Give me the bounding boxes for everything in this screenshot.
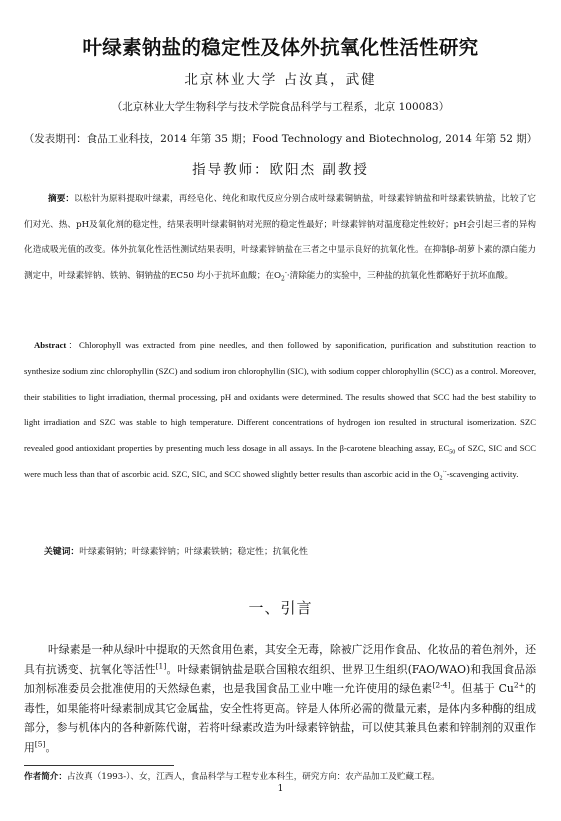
intro-text: 。 [45,740,57,754]
advisor: 指导教师：欧阳杰 副教授 [192,162,369,178]
intro-text: 。叶绿素铜钠盐是联合国粮农组织、世界卫生组织(FAO/WAO)和我国食品添加剂标准委员会批准使用的天然绿色素，也是我国食品工业中唯一允许使用的绿色素 [24,662,536,696]
abstract-en-sub-o2: 2 [439,475,443,482]
keywords-text: 叶绿素铜钠；叶绿素锌钠；叶绿素铁钠；稳定性；抗氧化性 [79,547,308,557]
intro-text: 的毒性，如果能将叶绿素制成其它金属盐，安全性将更高。锌是人体所必需的微量元素，是体内多种酶的组成部分，参与机体内的各种新陈代谢，若将叶绿素改造为叶绿素锌钠盐，可以使其兼具色素和锌制剂的双重作用 [24,682,536,754]
abstract-en-text-3: -scavenging activity. [446,468,519,479]
abstract-en-sup-o2: ·- [442,469,447,476]
abstract-en-label: Abstract [34,340,67,350]
authors: 北京林业大学 占汝真，武健 [184,72,377,88]
citation-ref: [1] [155,661,167,670]
abstract-cn-label: 摘要： [48,194,75,204]
paper-title: 叶绿素钠盐的稳定性及体外抗氧化性活性研究 [82,36,479,59]
abstract-cn-text: 以松针为原料提取叶绿素，再经皂化、纯化和取代反应分别合成叶绿素铜钠盐，叶绿素锌钠盐和叶绿素铁钠盐，比较了它们对光、热、pH及氧化剂的稳定性，结果表明叶绿素铜钠对光照的稳定性最好；叶绿素锌钠对温度稳定性较好；pH会引起三者的异构化造成吸光值的改变。体外抗氧化性活性测试结果表明，叶绿素锌钠盐在三者之中显示良好的抗氧化性。在抑制β-胡萝卜素的漂白能力测定中，叶绿素锌钠、铁钠、铜钠盐的EC50 均小于抗坏血酸；在O [24,194,536,281]
citation-ref: [2-4] [432,680,451,690]
section-heading: 一、引言 [248,599,313,617]
abstract-english [24,333,536,488]
author-footnote [24,770,440,782]
abstract-cn-sub: 2 [281,275,285,283]
citation-ref: [5] [34,739,46,749]
intro-paragraph [24,640,536,758]
footnote-text: 占汝真（1993-）、女，江西人，食品科学与工程专业本科生，研究方向：农产品加工及贮藏工程。 [66,772,440,782]
keywords [44,544,308,557]
abstract-chinese [24,187,536,289]
abstract-cn-text-end: ·清除能力的实验中，三种盐的抗氧化性都略好于抗坏血酸。 [286,270,514,281]
page-number: 1 [277,784,284,794]
abstract-en-text: ：Chlorophyll was extracted from pine needles, and then followed by saponification, purification and substitution reaction to synthesize sodium zinc chlorophyllin (SZC) and sodium iron chlorophyllin (SIC), with sodium copper chlorophyllin (SCC) as a control. Moreover, their stabilities to light irradiation, thermal processing, pH and oxidants were determined. The results showed that SCC had the best stability to light irradiation and SZC was stable to high temperature. Different concentrations of hydrogen ion resulted in structural isomerization. SZC revealed good antioxidant properties by presenting much less dosage in all assays. In the β-carotene bleaching assay, EC [24,340,536,454]
abstract-en-sub-ec: 50 [449,449,456,456]
footnote-label: 作者简介： [24,772,67,782]
abstract-cn-sup: - [284,268,287,276]
ion-charge: 2+ [513,680,525,690]
intro-text: 叶绿素是一种从绿叶中提取的天然食用色素，其安全无毒，除被广泛用作食品、化妆品的着色剂外，还具有抗诱变、抗氧化等活性 [24,643,536,676]
footnote-rule [24,765,174,766]
keywords-label: 关键词： [44,547,80,557]
publication-info: （发表期刊：食品工业科技，2014 年第 35 期；Food Technology and Biotechnolog, 2014 年第 52 期） [23,133,538,145]
affiliation: （北京林业大学生物科学与技术学院食品科学与工程系，北京 100083） [111,101,450,113]
intro-text: 。但基于 Cu [450,682,514,696]
abstract-en-text-2: of SZC, SIC and SCC were much less than that of ascorbic acid. SZC, SIC, and SCC showed slightly better results than ascorbic acid in the O [24,443,536,479]
